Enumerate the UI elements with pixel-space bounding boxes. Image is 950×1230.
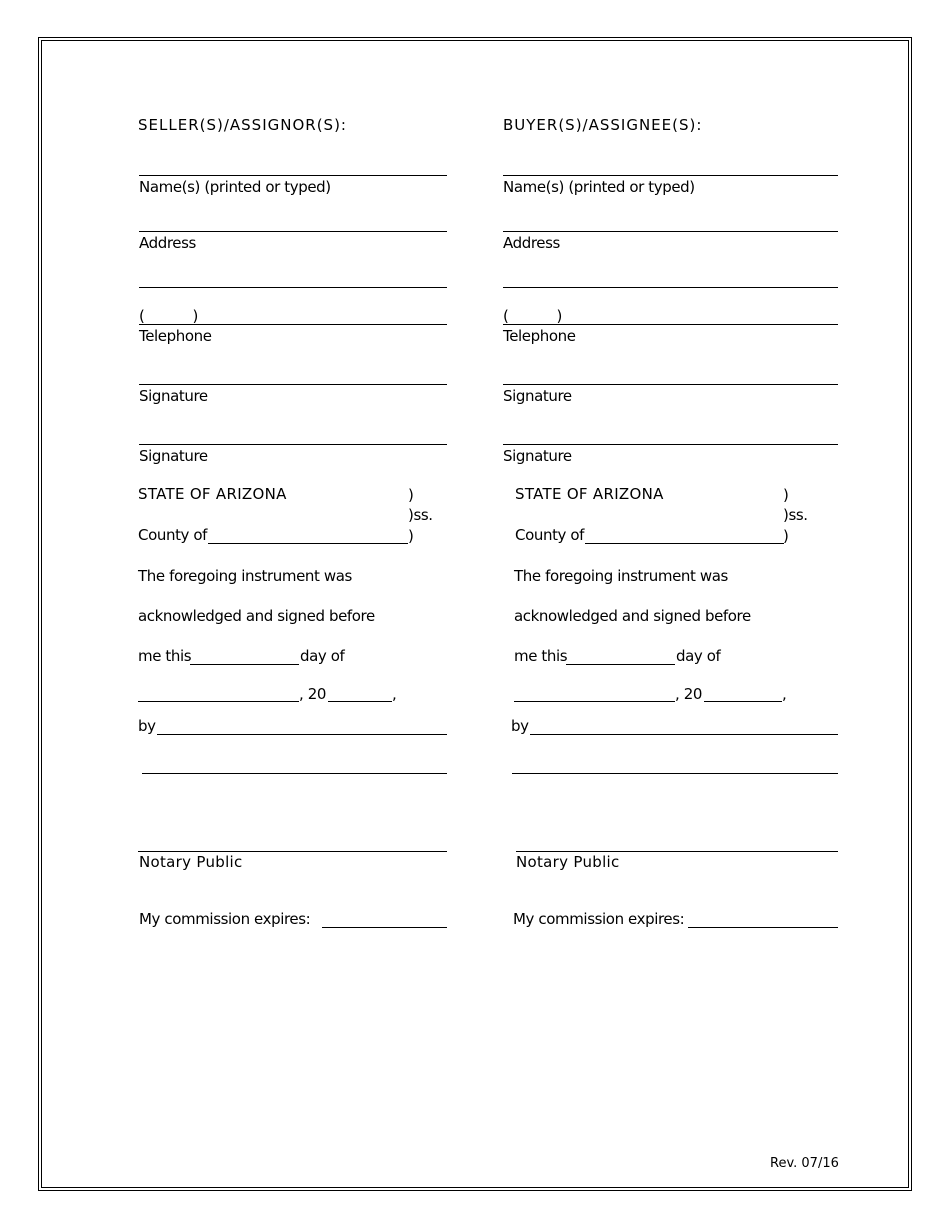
seller-signature-line-1[interactable]: [139, 384, 447, 385]
left-notary-county-line[interactable]: [208, 543, 408, 544]
buyer-telephone-line[interactable]: [503, 324, 838, 325]
right-notary-ss: )ss.: [783, 506, 808, 524]
seller-signature-label-1: Signature: [139, 387, 208, 405]
right-notary-year-prefix: , 20: [675, 685, 703, 703]
left-notary-signature-line[interactable]: [138, 851, 447, 852]
seller-address-label: Address: [139, 234, 196, 252]
revision-label: Rev. 07/16: [770, 1156, 839, 1171]
right-notary-text-2: acknowledged and signed before: [514, 607, 751, 625]
right-notary-day-of: day of: [676, 647, 721, 665]
right-notary-year-suffix: ,: [782, 685, 787, 703]
left-notary-year-prefix: , 20: [299, 685, 327, 703]
left-notary-year-suffix: ,: [392, 685, 397, 703]
seller-heading: SELLER(S)/ASSIGNOR(S):: [138, 116, 347, 134]
seller-name-label: Name(s) (printed or typed): [139, 178, 331, 196]
right-notary-text-1: The foregoing instrument was: [514, 567, 728, 585]
buyer-telephone-label: Telephone: [503, 327, 576, 345]
left-notary-commission-line[interactable]: [322, 927, 447, 928]
left-notary-me-this: me this: [138, 647, 192, 665]
left-notary-by-line-2[interactable]: [142, 773, 447, 774]
right-notary-public-label: Notary Public: [516, 853, 620, 871]
buyer-signature-label-2: Signature: [503, 447, 572, 465]
left-notary-text-1: The foregoing instrument was: [138, 567, 352, 585]
buyer-address-line-2[interactable]: [503, 287, 838, 288]
left-notary-text-2: acknowledged and signed before: [138, 607, 375, 625]
right-notary-by-line[interactable]: [530, 734, 838, 735]
left-notary-by-line[interactable]: [157, 734, 447, 735]
left-notary-public-label: Notary Public: [139, 853, 243, 871]
right-notary-state: STATE OF ARIZONA: [515, 485, 664, 503]
left-notary-day-line[interactable]: [190, 664, 299, 665]
buyer-signature-label-1: Signature: [503, 387, 572, 405]
seller-telephone-label: Telephone: [139, 327, 212, 345]
left-notary-paren-bottom: ): [408, 527, 414, 545]
left-notary-month-line[interactable]: [138, 701, 299, 702]
buyer-heading: BUYER(S)/ASSIGNEE(S):: [503, 116, 703, 134]
left-notary-paren-top: ): [408, 486, 414, 504]
buyer-name-label: Name(s) (printed or typed): [503, 178, 695, 196]
left-notary-commission-label: My commission expires:: [139, 910, 311, 928]
right-notary-county-label: County of: [515, 526, 585, 544]
left-notary-day-of: day of: [300, 647, 345, 665]
seller-telephone-line[interactable]: [139, 324, 447, 325]
buyer-signature-line-1[interactable]: [503, 384, 838, 385]
seller-address-line-1[interactable]: [139, 231, 447, 232]
right-notary-by-line-2[interactable]: [512, 773, 838, 774]
right-notary-day-line[interactable]: [566, 664, 675, 665]
right-notary-by: by: [511, 717, 529, 735]
seller-signature-line-2[interactable]: [139, 444, 447, 445]
right-notary-month-line[interactable]: [514, 701, 675, 702]
buyer-signature-line-2[interactable]: [503, 444, 838, 445]
left-notary-state: STATE OF ARIZONA: [138, 485, 287, 503]
right-notary-paren-bottom: ): [783, 527, 789, 545]
seller-name-line[interactable]: [139, 175, 447, 176]
left-notary-year-line[interactable]: [328, 701, 392, 702]
left-notary-county-label: County of: [138, 526, 208, 544]
buyer-address-line-1[interactable]: [503, 231, 838, 232]
right-notary-commission-label: My commission expires:: [513, 910, 685, 928]
left-notary-by: by: [138, 717, 156, 735]
buyer-phone-area-code: ( ): [503, 307, 562, 325]
right-notary-county-line[interactable]: [585, 543, 784, 544]
right-notary-paren-top: ): [783, 486, 789, 504]
buyer-name-line[interactable]: [503, 175, 838, 176]
right-notary-commission-line[interactable]: [688, 927, 838, 928]
buyer-address-label: Address: [503, 234, 560, 252]
right-notary-year-line[interactable]: [704, 701, 782, 702]
right-notary-signature-line[interactable]: [516, 851, 838, 852]
right-notary-me-this: me this: [514, 647, 568, 665]
seller-address-line-2[interactable]: [139, 287, 447, 288]
seller-signature-label-2: Signature: [139, 447, 208, 465]
seller-phone-area-code: ( ): [139, 307, 198, 325]
left-notary-ss: )ss.: [408, 506, 433, 524]
